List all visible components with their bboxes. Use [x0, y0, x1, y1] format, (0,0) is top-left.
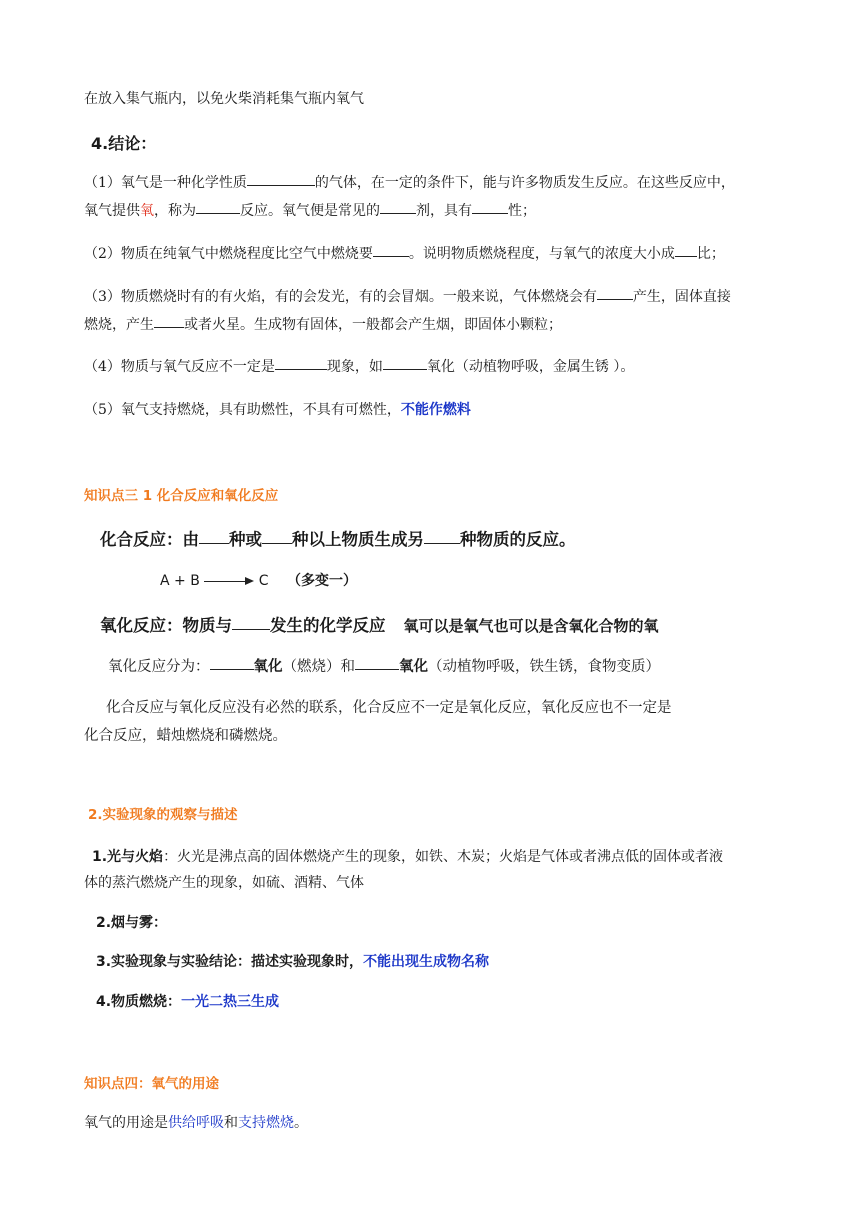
emphasis-text: 不能作燃料 [400, 402, 471, 418]
arrow-icon [204, 576, 254, 586]
oxygen-uses [84, 1112, 308, 1132]
text-segment: 比； [696, 246, 725, 262]
text-segment: 氧化反应分为： [108, 659, 210, 675]
text-segment: （动植物呼吸，铁生锈，食物变质） [428, 659, 660, 675]
knowledge-point-3-title: 知识点三 1 化合反应和氧化反应 [84, 488, 279, 504]
text-segment: （燃烧）和 [282, 659, 355, 675]
reaction-formula [160, 570, 357, 590]
text-segment: 种以上物质生成另 [292, 530, 424, 549]
item-label: 1.光与火焰 [92, 849, 164, 865]
fill-blank [373, 255, 409, 257]
conclusion-heading: 4.结论： [91, 134, 157, 153]
fill-blank [355, 668, 399, 670]
fill-blank [247, 184, 315, 186]
fill-blank [199, 542, 229, 544]
relation-line2: 化合反应，蜡烛燃烧和磷燃烧。 [84, 728, 287, 744]
relation-line1: 化合反应与氧化反应没有必然的联系，化合反应不一定是氧化反应，氧化反应也不一定是 [106, 700, 672, 716]
formula-reactants: A + B [160, 573, 200, 589]
fill-blank [380, 212, 416, 214]
knowledge-point-4-title: 知识点四：氧气的用途 [84, 1076, 219, 1092]
text-segment: 4.物质燃烧： [96, 994, 182, 1010]
text-segment: 或者火星。生成物有固体，一般都会产生烟，即固体小颗粒； [184, 317, 562, 333]
emphasis-text: 供给呼吸 [168, 1115, 224, 1131]
formula-note: （多变一） [286, 573, 357, 589]
text-segment: 和 [224, 1115, 238, 1131]
text-segment: 性； [508, 203, 536, 219]
conclusion-1-line1 [84, 172, 735, 192]
conclusion-2 [84, 243, 725, 263]
text-segment: 现象，如 [326, 359, 383, 375]
text-segment: 种物质的反应。 [460, 530, 576, 549]
text-segment: 的气体，在一定的条件下，能与许多物质发生反应。在这些反应中， [314, 175, 735, 191]
text-segment: （5）氧气支持燃烧，具有助燃性，不具有可燃性， [84, 402, 401, 418]
text-segment: 发生的化学反应 [270, 616, 386, 635]
conclusion-3-line1 [84, 286, 731, 306]
fill-blank [210, 668, 254, 670]
fill-blank [383, 368, 427, 370]
fill-blank [275, 368, 327, 370]
conclusion-3-line2 [84, 314, 562, 334]
text-segment: 种或 [229, 530, 262, 549]
text-segment: （1）氧气是一种化学性质 [84, 175, 247, 191]
emphasis-text: 不能出现生成物名称 [363, 954, 490, 970]
text-segment: （4）物质与氧气反应不一定是 [84, 359, 275, 375]
fill-blank [472, 212, 508, 214]
oxidation-types [108, 655, 660, 676]
text-segment: 氧化 [399, 659, 428, 675]
oxidation-reaction-definition [100, 612, 659, 636]
text-segment: 。 [294, 1115, 308, 1131]
formula-product: C [258, 573, 269, 589]
text-line: 在放入集气瓶内，以免火柴消耗集气瓶内氧气 [84, 91, 364, 107]
text-segment: 化合反应：由 [100, 530, 199, 549]
oxygen-char: 氧 [140, 203, 154, 219]
text-segment: 氧气的用途是 [84, 1115, 168, 1131]
combination-reaction-definition [100, 526, 576, 550]
oxygen-note: 氧可以是氧气也可以是含氧化合物的氧 [403, 617, 659, 635]
text-segment: 3.实验现象与实验结论：描述实验现象时， [96, 954, 364, 970]
fill-blank [196, 212, 240, 214]
text-segment: （2）物质在纯氧气中燃烧程度比空气中燃烧要 [84, 246, 373, 262]
emphasis-text: 支持燃烧 [238, 1115, 294, 1131]
section-2-title: 2.实验现象的观察与描述 [88, 807, 238, 823]
conclusion-1-line2 [84, 200, 536, 220]
fill-blank [424, 542, 460, 544]
fill-blank [154, 326, 184, 328]
text-segment: （3）物质燃烧时有的有火焰，有的会发光，有的会冒烟。一般来说，气体燃烧会有 [84, 289, 597, 305]
fill-blank [597, 298, 633, 300]
item-1-line1 [92, 846, 723, 866]
item-3 [96, 951, 489, 971]
text-segment: ：火光是沸点高的固体燃烧产生的现象，如铁、木炭；火焰是气体或者沸点低的固体或者液 [163, 849, 724, 865]
text-segment: 氧化（动植物呼吸，金属生锈 ）。 [426, 359, 635, 375]
text-segment: 产生，固体直接 [632, 289, 731, 305]
conclusion-4 [84, 356, 634, 376]
text-segment: 反应。氧气便是常见的 [240, 203, 380, 219]
emphasis-text: 一光二热三生成 [181, 994, 280, 1010]
item-2: 2.烟与雾： [96, 915, 168, 931]
text-segment: 燃烧，产生 [84, 317, 154, 333]
conclusion-5 [84, 399, 471, 419]
fill-blank [675, 255, 697, 257]
text-segment: 氧化 [253, 659, 283, 675]
fill-blank [232, 628, 270, 630]
text-segment: 。说明物质燃烧程度，与氧气的浓度大小成 [408, 246, 675, 262]
text-segment: 氧气提供 [84, 203, 140, 219]
text-segment: ，称为 [154, 203, 196, 219]
fill-blank [262, 542, 292, 544]
item-4 [96, 991, 279, 1011]
text-segment: 剂，具有 [416, 203, 472, 219]
item-1-line2: 体的蒸汽燃烧产生的现象，如硫、酒精、气体 [84, 875, 364, 891]
text-segment: 氧化反应：物质与 [100, 616, 232, 635]
